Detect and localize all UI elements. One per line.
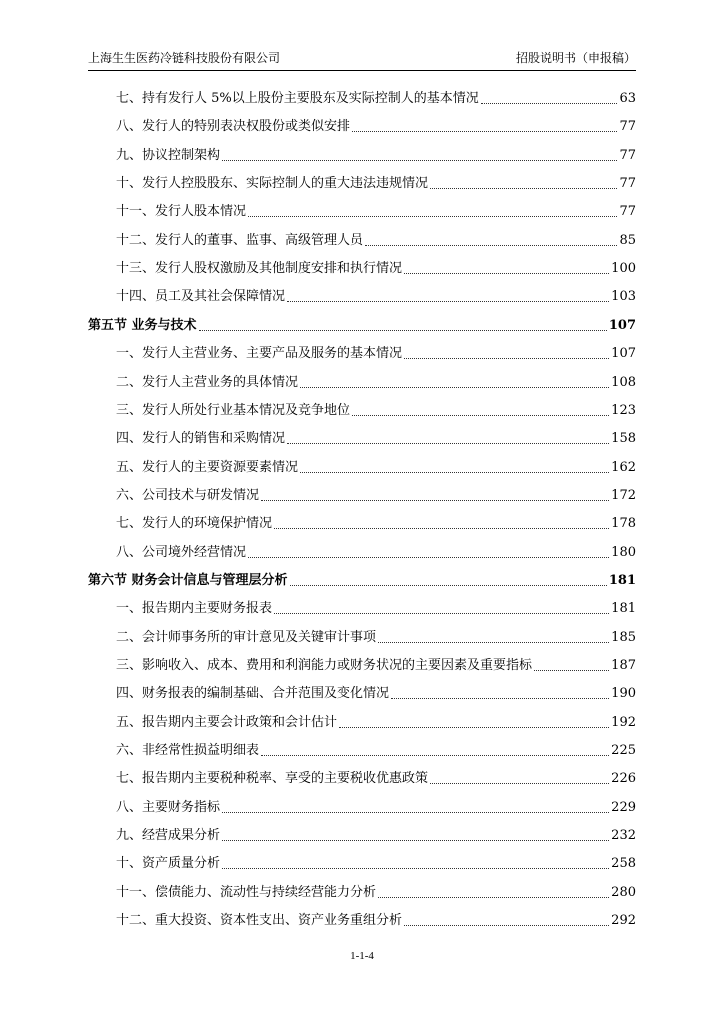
toc-entry-title: 八、公司境外经营情况 [116,544,247,560]
toc-entry-title: 三、影响收入、成本、费用和利润能力或财务状况的主要因素及重要指标 [116,658,533,673]
toc-entry-title: 十一、偿债能力、流动性与持续经营能力分析 [116,884,377,900]
toc-dot-leader [404,358,609,359]
toc-dot-leader [287,443,609,444]
toc-dot-leader [199,330,607,331]
page-header [88,48,636,71]
toc-entry-page-number: 158 [611,431,636,447]
header-company-name: 上海生生医药冷链科技股份有限公司 [88,51,281,65]
toc-entry-page-number: 192 [611,714,636,730]
toc-dot-leader [222,840,609,841]
toc-entry[interactable] [88,370,636,392]
toc-entry-page-number: 190 [611,686,636,702]
toc-entry-page-number: 280 [611,884,636,900]
toc-entry[interactable] [88,171,636,193]
toc-dot-leader [352,131,617,132]
toc-entry-page-number: 258 [611,856,636,872]
toc-entry[interactable] [88,823,636,845]
toc-entry[interactable] [88,341,636,363]
toc-section-entry[interactable] [88,568,636,590]
toc-entry[interactable] [88,483,636,505]
toc-entry-page-number: 107 [611,346,636,362]
toc-entry-page-number: 162 [611,459,636,475]
toc-dot-leader [287,301,609,302]
toc-dot-leader [378,642,609,643]
toc-entry[interactable] [88,284,636,306]
toc-dot-leader [300,387,609,388]
toc-section-entry[interactable] [88,313,636,335]
toc-entry[interactable] [88,880,636,902]
toc-dot-leader [404,273,609,274]
toc-dot-leader [274,528,609,529]
toc-dot-leader [430,783,609,784]
toc-entry-title: 七、持有发行人 5%以上股份主要股东及实际控制人的基本情况 [116,91,479,106]
toc-dot-leader [404,925,609,926]
toc-entry-title: 五、发行人的主要资源要素情况 [116,459,299,475]
toc-dot-leader [365,245,617,246]
toc-entry-title: 三、发行人所处行业基本情况及竞争地位 [116,402,351,418]
toc-entry[interactable] [88,681,636,703]
toc-entry[interactable] [88,795,636,817]
toc-entry-page-number: 103 [611,289,636,305]
toc-dot-leader [430,188,617,189]
page-number: 1-1-4 [350,950,374,962]
toc-entry-page-number: 108 [611,374,636,390]
toc-entry-page-number: 226 [611,771,636,787]
toc-entry-page-number: 85 [619,232,636,248]
toc-entry[interactable] [88,511,636,533]
toc-dot-leader [300,472,609,473]
toc-entry[interactable] [88,426,636,448]
toc-dot-leader [534,670,609,671]
toc-entry-title: 六、公司技术与研发情况 [116,487,260,503]
toc-dot-leader [352,415,609,416]
toc-entry-page-number: 187 [611,658,636,673]
toc-dot-leader [261,500,609,501]
toc-entry[interactable] [88,738,636,760]
toc-dot-leader [391,698,609,699]
toc-entry-page-number: 123 [611,402,636,418]
toc-entry-page-number: 63 [619,91,636,106]
toc-entry-title: 七、报告期内主要税种税率、享受的主要税收优惠政策 [116,771,429,787]
toc-entry-page-number: 77 [619,176,636,192]
toc-entry-title: 九、经营成果分析 [116,828,221,844]
toc-entry-title: 十三、发行人股权激励及其他制度安排和执行情况 [116,261,403,277]
toc-entry-title: 第五节 业务与技术 [88,317,197,333]
toc-entry[interactable] [88,851,636,873]
toc-entry-page-number: 100 [611,261,636,277]
toc-entry[interactable] [88,455,636,477]
toc-entry-title: 九、协议控制架构 [116,147,221,163]
toc-entry-title: 十、发行人控股股东、实际控制人的重大违法违规情况 [116,176,429,192]
toc-entry[interactable] [88,199,636,221]
toc-entry-title: 六、非经常性损益明细表 [116,743,260,759]
toc-entry-title: 一、报告期内主要财务报表 [116,601,273,617]
toc-entry-title: 十二、重大投资、资本性支出、资产业务重组分析 [116,913,403,929]
toc-entry-title: 十一、发行人股本情况 [116,204,247,220]
toc-entry-title: 四、发行人的销售和采购情况 [116,431,286,447]
toc-dot-leader [222,160,617,161]
toc-dot-leader [248,557,609,558]
toc-entry-page-number: 77 [619,204,636,220]
toc-entry-page-number: 180 [611,544,636,560]
toc-dot-leader [378,897,609,898]
toc-entry-title: 五、报告期内主要会计政策和会计估计 [116,714,338,730]
toc-dot-leader [481,103,618,104]
toc-entry-title: 十四、员工及其社会保障情况 [116,289,286,305]
toc-entry[interactable] [88,596,636,618]
toc-entry[interactable] [88,908,636,930]
toc-dot-leader [339,727,609,728]
toc-entry-page-number: 172 [611,487,636,503]
toc-entry-title: 一、发行人主营业务、主要产品及服务的基本情况 [116,346,403,362]
toc-entry-page-number: 77 [619,147,636,163]
toc-entry-page-number: 229 [611,799,636,815]
toc-entry-page-number: 181 [611,601,636,617]
toc-dot-leader [274,613,609,614]
toc-entry[interactable] [88,228,636,250]
toc-entry-title: 第六节 财务会计信息与管理层分析 [88,572,288,588]
toc-entry-page-number: 178 [611,516,636,532]
toc-dot-leader [222,812,609,813]
toc-dot-leader [248,216,617,217]
toc-entry[interactable] [88,143,636,165]
toc-entry-title: 十二、发行人的董事、监事、高级管理人员 [116,232,364,248]
toc-entry[interactable] [88,398,636,420]
toc-entry-title: 二、发行人主营业务的具体情况 [116,374,299,390]
toc-dot-leader [290,585,607,586]
toc-entry[interactable] [88,114,636,136]
toc-entry-page-number: 77 [619,119,636,135]
toc-entry[interactable] [88,710,636,732]
toc-dot-leader [222,868,609,869]
toc-entry-page-number: 181 [608,572,636,588]
toc-entry-title: 四、财务报表的编制基础、合并范围及变化情况 [116,686,390,702]
toc-entry[interactable] [88,256,636,278]
toc-entry-page-number: 185 [611,629,636,645]
toc-entry[interactable] [88,540,636,562]
toc-entry-title: 十、资产质量分析 [116,856,221,872]
toc-entry-title: 二、会计师事务所的审计意见及关键审计事项 [116,629,377,645]
toc-entry-title: 七、发行人的环境保护情况 [116,516,273,532]
toc-entry[interactable] [88,86,636,108]
header-document-title: 招股说明书（申报稿） [515,51,636,65]
toc-entry[interactable] [88,653,636,675]
toc-entry[interactable] [88,766,636,788]
toc-entry-page-number: 225 [611,743,636,759]
toc-entry-page-number: 107 [608,317,636,333]
toc-entry-page-number: 232 [611,828,636,844]
toc-entry-title: 八、主要财务指标 [116,799,221,815]
toc-entry[interactable] [88,625,636,647]
toc-entry-page-number: 292 [611,913,636,929]
toc-entry-title: 八、发行人的特别表决权股份或类似安排 [116,119,351,135]
toc-dot-leader [261,755,609,756]
